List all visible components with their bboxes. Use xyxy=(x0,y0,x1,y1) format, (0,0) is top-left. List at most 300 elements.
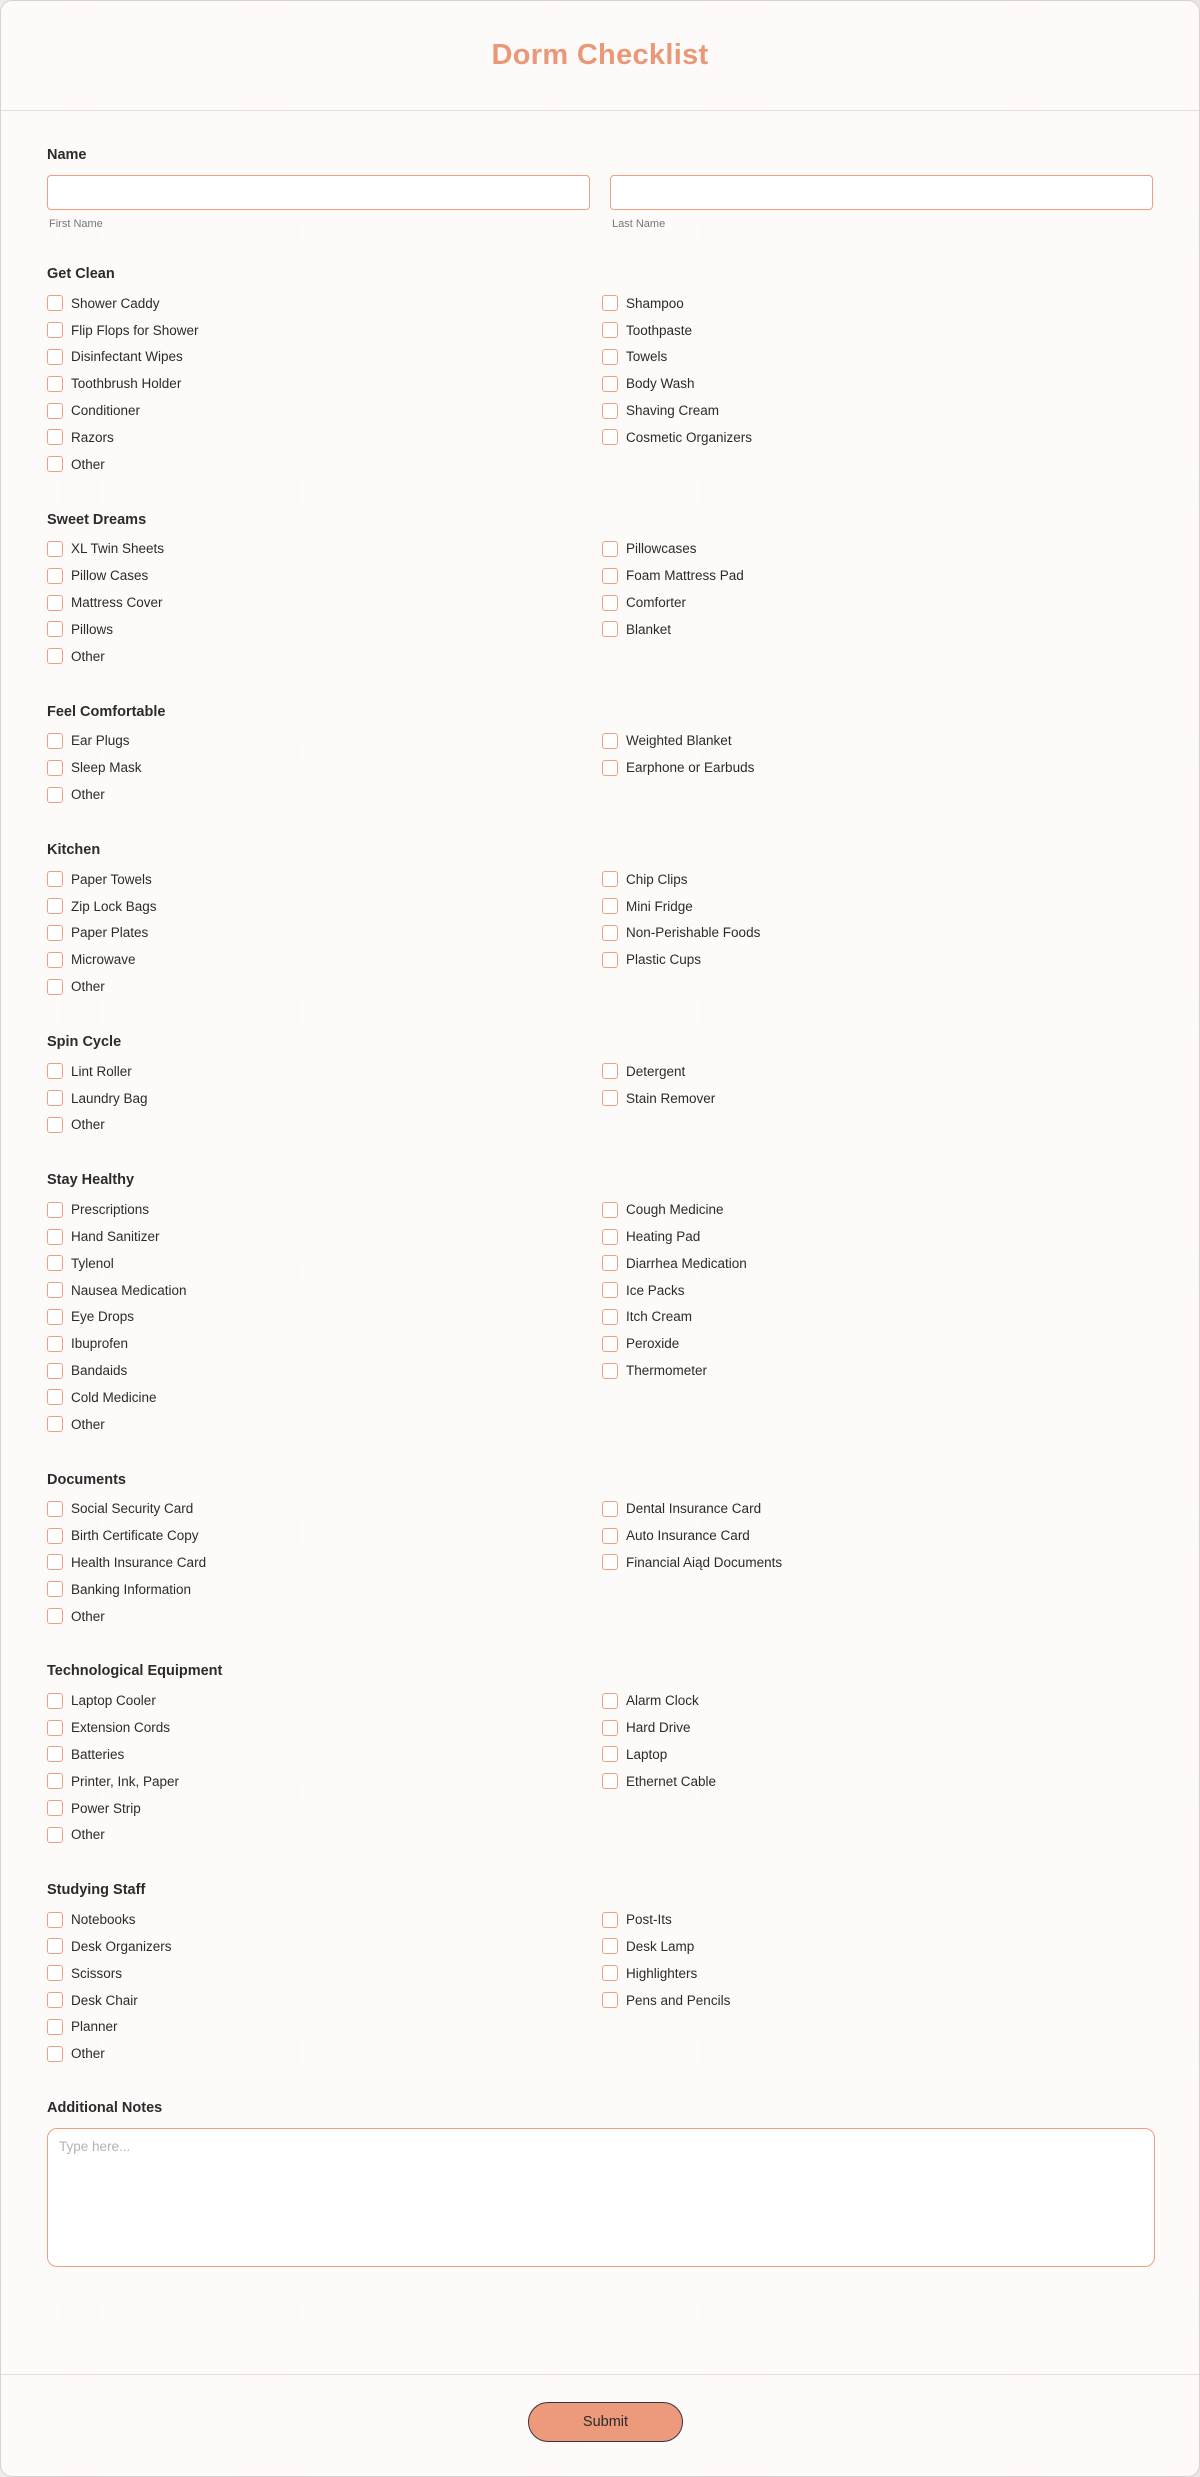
checkbox-item[interactable] xyxy=(47,781,602,808)
checklist-section xyxy=(47,1172,1153,1437)
checkbox-item[interactable] xyxy=(47,1357,602,1384)
last-name-column xyxy=(610,175,1153,230)
checkbox[interactable] xyxy=(47,952,63,968)
checkbox-label: Highlighters xyxy=(626,1965,698,1981)
checkbox-item[interactable] xyxy=(602,1277,1157,1304)
checkbox[interactable] xyxy=(47,1063,63,1079)
checkbox[interactable] xyxy=(47,925,63,941)
checkbox-label: Chip Clips xyxy=(626,871,688,887)
checkbox-label: Laptop Cooler xyxy=(71,1693,156,1709)
checkbox[interactable] xyxy=(602,1992,618,2008)
checkbox-label: Other xyxy=(71,787,105,803)
checkbox[interactable] xyxy=(47,1938,63,1954)
checkbox-item[interactable] xyxy=(602,866,1157,893)
checkbox[interactable] xyxy=(602,295,618,311)
form-footer xyxy=(1,2374,1199,2477)
checkbox[interactable] xyxy=(602,1090,618,1106)
checkbox[interactable] xyxy=(47,595,63,611)
checkbox-item[interactable] xyxy=(47,1687,602,1714)
checkbox[interactable] xyxy=(47,1827,63,1843)
checkbox-column-left xyxy=(47,290,602,478)
checkbox-column-left xyxy=(47,536,602,670)
checkbox-label: Weighted Blanket xyxy=(626,733,732,749)
checkbox-label: Microwave xyxy=(71,952,136,968)
checkbox-column-left xyxy=(47,1496,602,1630)
checkbox-item[interactable] xyxy=(602,562,1157,589)
checklist-section xyxy=(47,512,1153,670)
checkbox[interactable] xyxy=(47,1389,63,1405)
checkbox[interactable] xyxy=(47,1309,63,1325)
checkbox-item[interactable] xyxy=(47,1304,602,1331)
checkbox-item[interactable] xyxy=(47,536,602,563)
checkbox-grid xyxy=(47,1496,1153,1630)
checkbox-item[interactable] xyxy=(602,1058,1157,1085)
checkbox-item[interactable] xyxy=(47,1821,602,1848)
checkbox[interactable] xyxy=(602,403,618,419)
checkbox-item[interactable] xyxy=(47,290,602,317)
checkbox[interactable] xyxy=(47,1965,63,1981)
checkbox-label: Mattress Cover xyxy=(71,595,163,611)
checkbox-label: Laundry Bag xyxy=(71,1090,148,1106)
checkbox-label: Shampoo xyxy=(626,295,684,311)
checkbox-label: Paper Towels xyxy=(71,871,152,887)
checkbox-label: Conditioner xyxy=(71,403,141,419)
first-name-column xyxy=(47,175,590,230)
checkbox-label: Hand Sanitizer xyxy=(71,1229,160,1245)
checkbox-item[interactable] xyxy=(47,1576,602,1603)
notes-section xyxy=(47,2100,1153,2272)
checkbox-item[interactable] xyxy=(47,1277,602,1304)
checkbox-item[interactable] xyxy=(602,397,1157,424)
last-name-sublabel: Last Name xyxy=(612,218,666,230)
checkbox[interactable] xyxy=(602,1528,618,1544)
checkbox[interactable] xyxy=(47,1090,63,1106)
checkbox-item[interactable] xyxy=(602,893,1157,920)
checkbox-item[interactable] xyxy=(602,616,1157,643)
checkbox-item[interactable] xyxy=(47,893,602,920)
checkbox-grid xyxy=(47,1687,1153,1848)
checkbox[interactable] xyxy=(602,1773,618,1789)
checkbox-item[interactable] xyxy=(47,1085,602,1112)
checkbox-label: Other xyxy=(71,1608,105,1624)
checkbox[interactable] xyxy=(602,322,618,338)
checkbox-label: Detergent xyxy=(626,1063,686,1079)
checkbox[interactable] xyxy=(47,1363,63,1379)
checkbox-grid xyxy=(47,536,1153,670)
checkbox[interactable] xyxy=(47,648,63,664)
checkbox-item[interactable] xyxy=(47,562,602,589)
checkbox-item[interactable] xyxy=(602,1714,1157,1741)
checkbox-item[interactable] xyxy=(602,1960,1157,1987)
checkbox[interactable] xyxy=(47,1117,63,1133)
checkbox-label: Disinfectant Wipes xyxy=(71,349,183,365)
checkbox-item[interactable] xyxy=(602,1250,1157,1277)
checkbox-item[interactable] xyxy=(602,1304,1157,1331)
checkbox-label: Ear Plugs xyxy=(71,733,130,749)
checkbox[interactable] xyxy=(47,322,63,338)
checkbox-label: Other xyxy=(71,648,105,664)
checkbox-item[interactable] xyxy=(47,1223,602,1250)
checkbox-label: Health Insurance Card xyxy=(71,1554,207,1570)
checkbox[interactable] xyxy=(47,1255,63,1271)
checkbox-label: Tylenol xyxy=(71,1255,114,1271)
name-label: Name xyxy=(47,147,87,163)
checkbox[interactable] xyxy=(602,1255,618,1271)
checkbox[interactable] xyxy=(602,376,618,392)
checkbox-label: Banking Information xyxy=(71,1581,192,1597)
checkbox-item[interactable] xyxy=(602,589,1157,616)
checkbox-item[interactable] xyxy=(602,1741,1157,1768)
checklist-sections xyxy=(47,266,1153,2067)
checkbox-label: Extension Cords xyxy=(71,1720,171,1736)
checkbox-item[interactable] xyxy=(47,973,602,1000)
checkbox-item[interactable] xyxy=(47,1411,602,1438)
checkbox-item[interactable] xyxy=(47,1741,602,1768)
checkbox-label: Post-Its xyxy=(626,1912,672,1928)
checkbox-item[interactable] xyxy=(602,1196,1157,1223)
checkbox[interactable] xyxy=(47,568,63,584)
checkbox-label: Other xyxy=(71,1117,105,1133)
checkbox[interactable] xyxy=(47,2046,63,2062)
checklist-section xyxy=(47,266,1153,478)
checkbox-grid xyxy=(47,1196,1153,1437)
checkbox-label: Birth Certificate Copy xyxy=(71,1528,199,1544)
first-name-sublabel: First Name xyxy=(49,218,103,230)
checkbox[interactable] xyxy=(602,1965,618,1981)
checkbox[interactable] xyxy=(602,1363,618,1379)
checkbox-label: Earphone or Earbuds xyxy=(626,760,755,776)
checkbox-label: Pillowcases xyxy=(626,541,697,557)
checkbox-item[interactable] xyxy=(47,370,602,397)
checkbox-column-left xyxy=(47,866,602,1000)
checkbox-label: Printer, Ink, Paper xyxy=(71,1773,180,1789)
checkbox-label: Ibuprofen xyxy=(71,1336,129,1352)
checkbox-label: Pillow Cases xyxy=(71,568,149,584)
checkbox[interactable] xyxy=(602,733,618,749)
checkbox-label: Flip Flops for Shower xyxy=(71,322,199,338)
checkbox-item[interactable] xyxy=(602,1768,1157,1795)
checkbox[interactable] xyxy=(47,871,63,887)
checkbox-item[interactable] xyxy=(602,1223,1157,1250)
checkbox-label: Shower Caddy xyxy=(71,295,160,311)
checkbox-item[interactable] xyxy=(602,1085,1157,1112)
checkbox-item[interactable] xyxy=(47,643,602,670)
checkbox-label: Ethernet Cable xyxy=(626,1773,717,1789)
checkbox-label: Stain Remover xyxy=(626,1090,716,1106)
checkbox-label: Heating Pad xyxy=(626,1229,701,1245)
checkbox[interactable] xyxy=(602,429,618,445)
checkbox-item[interactable] xyxy=(47,1112,602,1139)
checkbox[interactable] xyxy=(47,1912,63,1928)
checkbox-label: Desk Lamp xyxy=(626,1938,695,1954)
checkbox-item[interactable] xyxy=(602,1906,1157,1933)
checkbox[interactable] xyxy=(47,541,63,557)
checkbox[interactable] xyxy=(47,733,63,749)
checkbox[interactable] xyxy=(47,1720,63,1736)
checkbox-label: Razors xyxy=(71,429,114,445)
checkbox-label: Financial Aiąd Documents xyxy=(626,1554,783,1570)
checkbox-item[interactable] xyxy=(47,451,602,478)
checklist-section xyxy=(47,1034,1153,1138)
checkbox-label: Non-Perishable Foods xyxy=(626,925,761,941)
checkbox-column-left xyxy=(47,1906,602,2067)
checkbox-item[interactable] xyxy=(47,1603,602,1630)
checkbox-label: Other xyxy=(71,1416,105,1432)
checkbox-item[interactable] xyxy=(47,1714,602,1741)
last-name-input[interactable] xyxy=(610,175,1153,210)
checkbox-item[interactable] xyxy=(47,1196,602,1223)
section-label: Kitchen xyxy=(47,841,101,858)
checkbox-item[interactable] xyxy=(602,290,1157,317)
checkbox[interactable] xyxy=(602,1282,618,1298)
checkbox[interactable] xyxy=(47,760,63,776)
checkbox-label: Peroxide xyxy=(626,1336,680,1352)
checkbox-item[interactable] xyxy=(47,1522,602,1549)
checkbox-item[interactable] xyxy=(47,1906,602,1933)
checkbox[interactable] xyxy=(602,898,618,914)
checkbox-label: Cosmetic Organizers xyxy=(626,429,753,445)
checkbox-label: Shaving Cream xyxy=(626,403,720,419)
checkbox-label: Batteries xyxy=(71,1746,125,1762)
checklist-section xyxy=(47,1663,1153,1848)
checkbox-item[interactable] xyxy=(602,370,1157,397)
checkbox-column-right xyxy=(602,1058,1157,1138)
checkbox-label: Alarm Clock xyxy=(626,1693,699,1709)
checkbox-grid xyxy=(47,1906,1153,2067)
checkbox-item[interactable] xyxy=(602,344,1157,371)
checkbox-label: Cough Medicine xyxy=(626,1202,724,1218)
checkbox-item[interactable] xyxy=(47,728,602,755)
checkbox[interactable] xyxy=(47,295,63,311)
checkbox[interactable] xyxy=(602,1720,618,1736)
checkbox-label: Foam Mattress Pad xyxy=(626,568,744,584)
checkbox-column-left xyxy=(47,728,602,808)
submit-button[interactable]: Submit xyxy=(528,2402,683,2442)
section-label: Sweet Dreams xyxy=(47,511,147,528)
checkbox-label: Hard Drive xyxy=(626,1720,691,1736)
checkbox[interactable] xyxy=(47,979,63,995)
checkbox[interactable] xyxy=(602,541,618,557)
checkbox[interactable] xyxy=(47,1746,63,1762)
checkbox[interactable] xyxy=(47,1336,63,1352)
checkbox-item[interactable] xyxy=(602,1522,1157,1549)
checkbox-item[interactable] xyxy=(47,1795,602,1822)
checkbox-item[interactable] xyxy=(47,1384,602,1411)
checkbox[interactable] xyxy=(47,1229,63,1245)
checkbox-label: Blanket xyxy=(626,621,672,637)
checkbox[interactable] xyxy=(602,760,618,776)
checkbox-label: Nausea Medication xyxy=(71,1282,187,1298)
checkbox[interactable] xyxy=(47,1992,63,2008)
checkbox[interactable] xyxy=(47,1693,63,1709)
checkbox-label: Towels xyxy=(626,349,668,365)
checkbox-item[interactable] xyxy=(47,1933,602,1960)
checkbox-item[interactable] xyxy=(602,424,1157,451)
checkbox[interactable] xyxy=(602,349,618,365)
checkbox-item[interactable] xyxy=(47,754,602,781)
section-label: Technological Equipment xyxy=(47,1663,223,1680)
checkbox-column-left xyxy=(47,1196,602,1437)
checkbox-label: Notebooks xyxy=(71,1912,136,1928)
checkbox[interactable] xyxy=(47,429,63,445)
page-title: Dorm Checklist xyxy=(491,39,709,71)
checkbox-item[interactable] xyxy=(602,946,1157,973)
checkbox-item[interactable] xyxy=(47,317,602,344)
checkbox-item[interactable] xyxy=(47,344,602,371)
checkbox-column-left xyxy=(47,1687,602,1848)
checkbox-item[interactable] xyxy=(602,1330,1157,1357)
checkbox-item[interactable] xyxy=(602,754,1157,781)
checkbox-label: XL Twin Sheets xyxy=(71,541,165,557)
checkbox[interactable] xyxy=(602,1554,618,1570)
checkbox-label: Comforter xyxy=(626,595,687,611)
checkbox[interactable] xyxy=(602,1229,618,1245)
checkbox[interactable] xyxy=(602,621,618,637)
checkbox-item[interactable] xyxy=(47,2013,602,2040)
checkbox[interactable] xyxy=(602,871,618,887)
checkbox-item[interactable] xyxy=(602,1687,1157,1714)
checkbox-item[interactable] xyxy=(47,1250,602,1277)
checkbox[interactable] xyxy=(602,1912,618,1928)
checkbox-item[interactable] xyxy=(47,1768,602,1795)
checkbox[interactable] xyxy=(602,1501,618,1517)
checkbox[interactable] xyxy=(47,456,63,472)
checkbox-label: Scissors xyxy=(71,1965,123,1981)
checkbox[interactable] xyxy=(602,1938,618,1954)
checkbox-column-left xyxy=(47,1058,602,1138)
section-label: Stay Healthy xyxy=(47,1172,135,1189)
checkbox-item[interactable] xyxy=(47,1058,602,1085)
checkbox-item[interactable] xyxy=(602,1933,1157,1960)
checkbox[interactable] xyxy=(602,1309,618,1325)
checkbox[interactable] xyxy=(47,898,63,914)
checkbox[interactable] xyxy=(602,1693,618,1709)
checkbox[interactable] xyxy=(47,376,63,392)
checkbox-label: Mini Fridge xyxy=(626,898,693,914)
checkbox-item[interactable] xyxy=(602,920,1157,947)
checkbox-item[interactable] xyxy=(602,317,1157,344)
checkbox[interactable] xyxy=(602,595,618,611)
checkbox-grid xyxy=(47,728,1153,808)
checkbox[interactable] xyxy=(47,787,63,803)
checkbox[interactable] xyxy=(47,2019,63,2035)
checkbox[interactable] xyxy=(47,621,63,637)
checkbox-label: Toothpaste xyxy=(626,322,693,338)
checkbox-label: Toothbrush Holder xyxy=(71,376,182,392)
checkbox-item[interactable] xyxy=(47,1496,602,1523)
checkbox-label: Other xyxy=(71,456,105,472)
checkbox-item[interactable] xyxy=(602,1496,1157,1523)
checkbox-label: Social Security Card xyxy=(71,1501,194,1517)
checkbox[interactable] xyxy=(602,952,618,968)
checkbox[interactable] xyxy=(47,403,63,419)
checkbox-item[interactable] xyxy=(47,1330,602,1357)
checkbox-item[interactable] xyxy=(47,2040,602,2067)
checkbox-label: Pillows xyxy=(71,621,114,637)
checkbox[interactable] xyxy=(602,1746,618,1762)
checkbox[interactable] xyxy=(47,1554,63,1570)
checkbox-label: Zip Lock Bags xyxy=(71,898,157,914)
checkbox-grid xyxy=(47,1058,1153,1138)
checkbox[interactable] xyxy=(602,1336,618,1352)
name-row xyxy=(47,175,1153,230)
checkbox-label: Desk Chair xyxy=(71,1992,138,2008)
checkbox-label: Thermometer xyxy=(626,1363,708,1378)
section-label: Studying Staff xyxy=(47,1882,146,1899)
first-name-input[interactable] xyxy=(47,175,590,210)
checkbox-label: Lint Roller xyxy=(71,1063,132,1079)
checkbox-item[interactable] xyxy=(47,946,602,973)
checkbox-item[interactable] xyxy=(602,536,1157,563)
checkbox-item[interactable] xyxy=(47,1549,602,1576)
checkbox[interactable] xyxy=(47,1608,63,1624)
checkbox-label: Power Strip xyxy=(71,1800,141,1816)
checkbox-label: Eye Drops xyxy=(71,1309,135,1325)
checkbox-item[interactable] xyxy=(47,1987,602,2014)
checkbox-label: Prescriptions xyxy=(71,1202,150,1218)
checkbox-label: Other xyxy=(71,1827,105,1843)
checkbox[interactable] xyxy=(47,1501,63,1517)
checkbox-label: Plastic Cups xyxy=(626,952,702,968)
checklist-section xyxy=(47,1472,1153,1630)
checkbox-label: Ice Packs xyxy=(626,1282,685,1298)
checkbox-column-right xyxy=(602,1687,1157,1848)
checkbox[interactable] xyxy=(47,349,63,365)
section-label: Feel Comfortable xyxy=(47,703,166,720)
checkbox-grid xyxy=(47,866,1153,1000)
checkbox-item[interactable] xyxy=(602,1549,1157,1576)
checkbox-item[interactable] xyxy=(602,1357,1157,1384)
checkbox[interactable] xyxy=(602,1063,618,1079)
checkbox[interactable] xyxy=(47,1528,63,1544)
checklist-section xyxy=(47,1882,1153,2067)
checkbox[interactable] xyxy=(602,1202,618,1218)
notes-textarea[interactable] xyxy=(47,2128,1155,2267)
checkbox[interactable] xyxy=(47,1416,63,1432)
checkbox-item[interactable] xyxy=(47,589,602,616)
checkbox-item[interactable] xyxy=(47,616,602,643)
checkbox-column-right xyxy=(602,1906,1157,2067)
checkbox-column-right xyxy=(602,1496,1157,1630)
checkbox-label: Sleep Mask xyxy=(71,760,142,776)
checkbox[interactable] xyxy=(602,925,618,941)
checkbox-item[interactable] xyxy=(47,397,602,424)
checkbox-label: Other xyxy=(71,979,105,995)
checkbox-item[interactable] xyxy=(47,424,602,451)
checkbox-item[interactable] xyxy=(47,920,602,947)
checkbox[interactable] xyxy=(47,1800,63,1816)
checkbox-item[interactable] xyxy=(47,866,602,893)
checkbox-column-right xyxy=(602,866,1157,1000)
checklist-section xyxy=(47,704,1153,808)
checkbox[interactable] xyxy=(47,1773,63,1789)
checkbox-item[interactable] xyxy=(602,1987,1157,2014)
form-content xyxy=(1,111,1199,2272)
section-label: Spin Cycle xyxy=(47,1033,122,1050)
checkbox[interactable] xyxy=(47,1202,63,1218)
checkbox-label: Itch Cream xyxy=(626,1309,693,1325)
checkbox-item[interactable] xyxy=(47,1960,602,1987)
form-header xyxy=(1,1,1199,111)
checkbox-label: Cold Medicine xyxy=(71,1389,157,1405)
checkbox[interactable] xyxy=(602,568,618,584)
checkbox[interactable] xyxy=(47,1581,63,1597)
checklist-section xyxy=(47,842,1153,1000)
checkbox-label: Dental Insurance Card xyxy=(626,1501,762,1517)
checkbox-item[interactable] xyxy=(602,728,1157,755)
name-field-group xyxy=(47,147,1153,230)
checkbox[interactable] xyxy=(47,1282,63,1298)
